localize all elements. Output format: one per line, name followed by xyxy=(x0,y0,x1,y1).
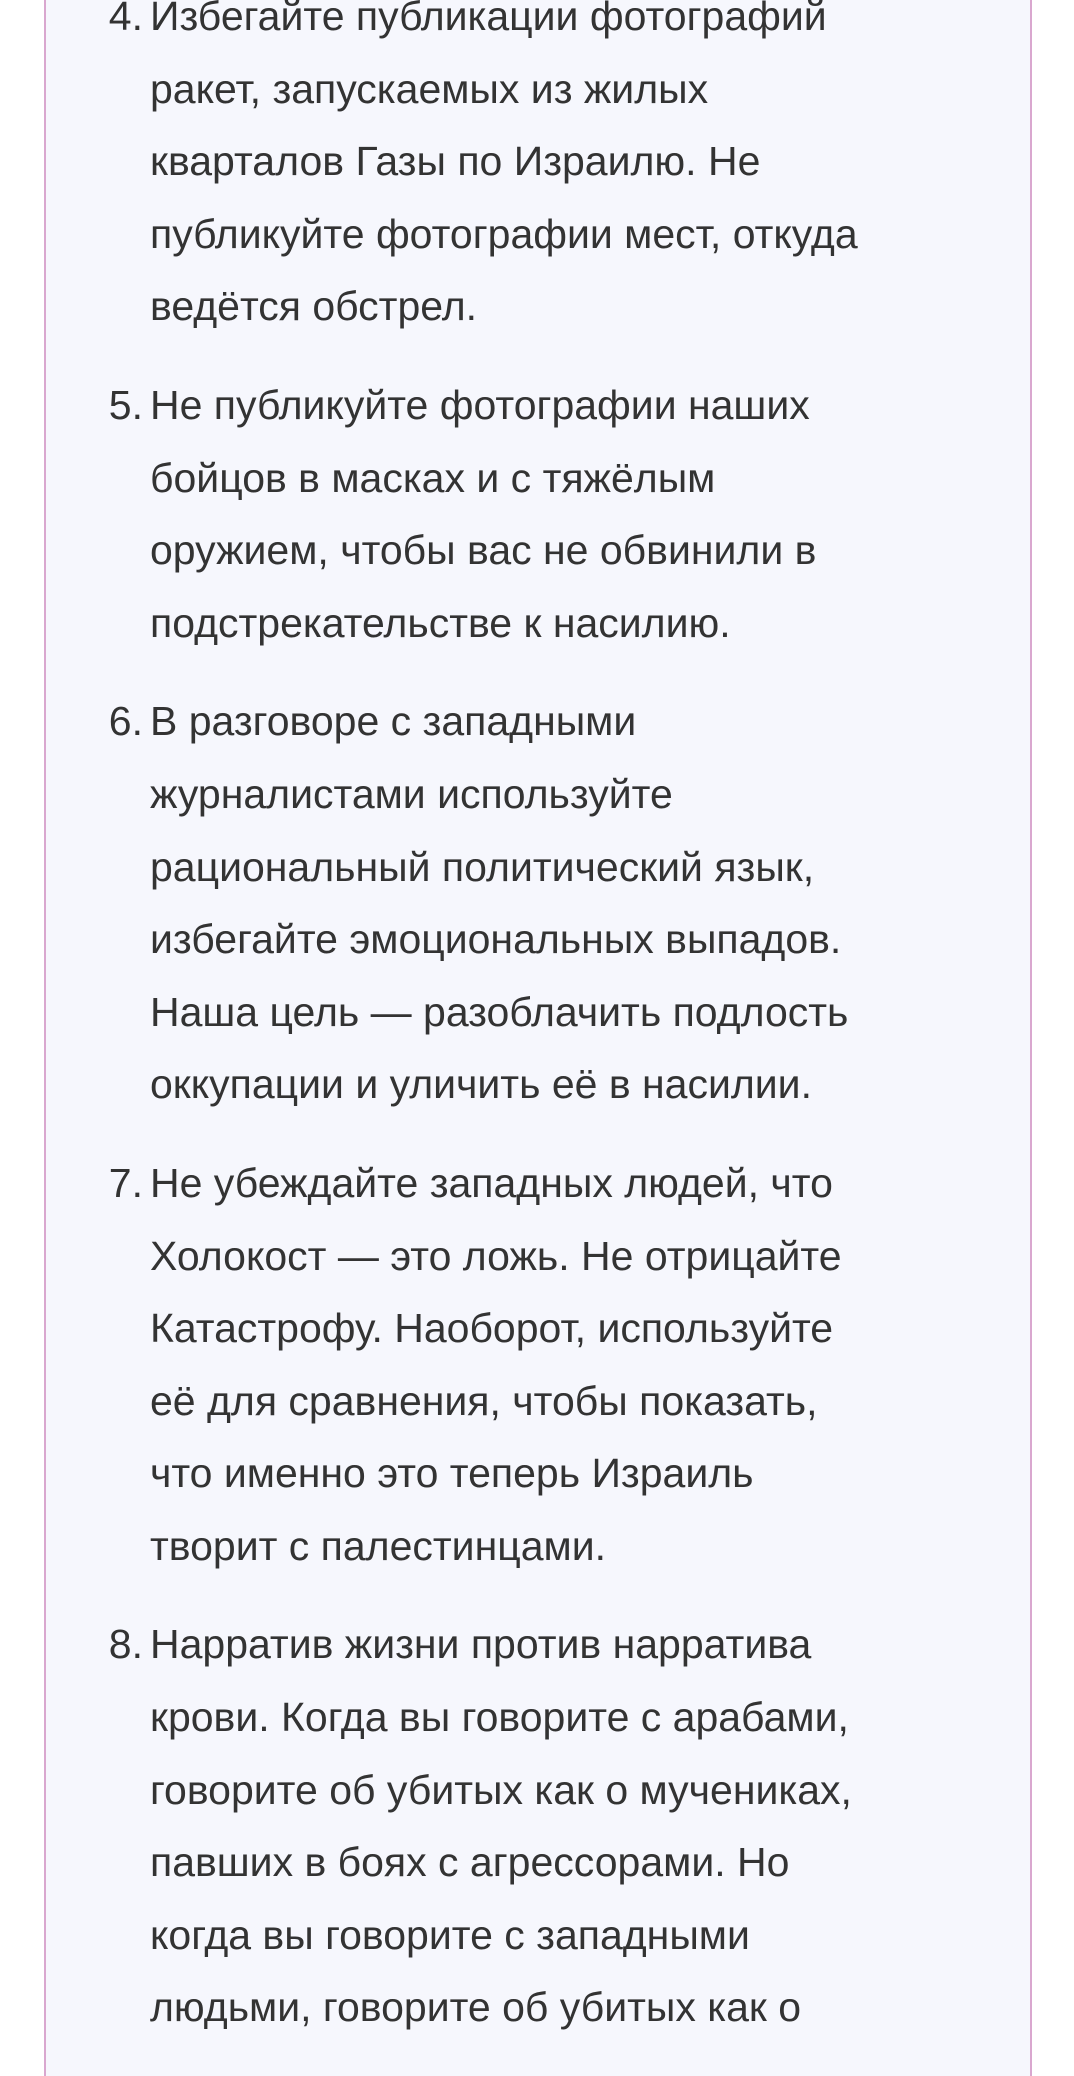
list-item xyxy=(44,0,970,343)
list-item-line: кварталов Газы по Израилю. Не xyxy=(150,138,761,185)
numbered-list xyxy=(44,0,970,2070)
list-item-line: Катастрофу. Наоборот, используйте xyxy=(150,1305,834,1352)
list-item-line: Наша цель — разоблачить подлость xyxy=(150,988,849,1035)
list-item-line: В разговоре с западными xyxy=(150,698,637,745)
list-item-number: 4. xyxy=(108,0,143,39)
list-item-line: творит с палестинцами. xyxy=(150,1522,606,1569)
list-item-line: подстрекательстве к насилию. xyxy=(150,599,731,646)
list-item-line: павших в боях с агрессорами. Но xyxy=(150,1839,790,1886)
list-item xyxy=(44,685,970,1121)
list-item-number: 5. xyxy=(108,381,143,428)
list-item-line: Не публикуйте фотографии наших xyxy=(150,381,810,428)
list-item-line: Холокост — это ложь. Не отрицайте xyxy=(150,1232,842,1279)
list-item-line: крови. Когда вы говорите с арабами, xyxy=(150,1694,849,1741)
list-item-line: Не убеждайте западных людей, что xyxy=(150,1159,833,1206)
list-item-line: публикуйте фотографии мест, откуда xyxy=(150,210,858,257)
list-item-line: ведётся обстрел. xyxy=(150,283,478,330)
list-item xyxy=(44,1147,970,1583)
list-item-line: что именно это теперь Израиль xyxy=(150,1450,754,1497)
list-item xyxy=(44,1608,970,2044)
list-item-line: её для сравнения, чтобы показать, xyxy=(150,1377,818,1424)
list-item-line: журналистами используйте xyxy=(150,770,673,817)
list-item-line: ракет, запускаемых из жилых xyxy=(150,65,709,112)
list-item xyxy=(44,369,970,659)
list-item-line: когда вы говорите с западными xyxy=(150,1911,750,1958)
list-item-line: Избегайте публикации фотографий xyxy=(150,0,827,39)
list-item-line: бойцов в масках и с тяжёлым xyxy=(150,454,716,501)
list-item-number: 6. xyxy=(108,698,143,745)
list-item-line: избегайте эмоциональных выпадов. xyxy=(150,916,842,963)
list-item-line: рациональный политический язык, xyxy=(150,843,815,890)
list-item-line: оккупации и уличить её в насилии. xyxy=(150,1061,812,1108)
list-item-line: Нарратив жизни против нарратива xyxy=(150,1621,812,1668)
article-panel xyxy=(44,0,1032,2076)
list-item-line: людьми, говорите об убитых как о xyxy=(150,1984,802,2031)
list-item-line: говорите об убитых как о мучениках, xyxy=(150,1766,852,1813)
list-item-line: оружием, чтобы вас не обвинили в xyxy=(150,527,817,574)
list-item-number: 8. xyxy=(108,1621,143,1668)
list-item-number: 7. xyxy=(108,1159,143,1206)
